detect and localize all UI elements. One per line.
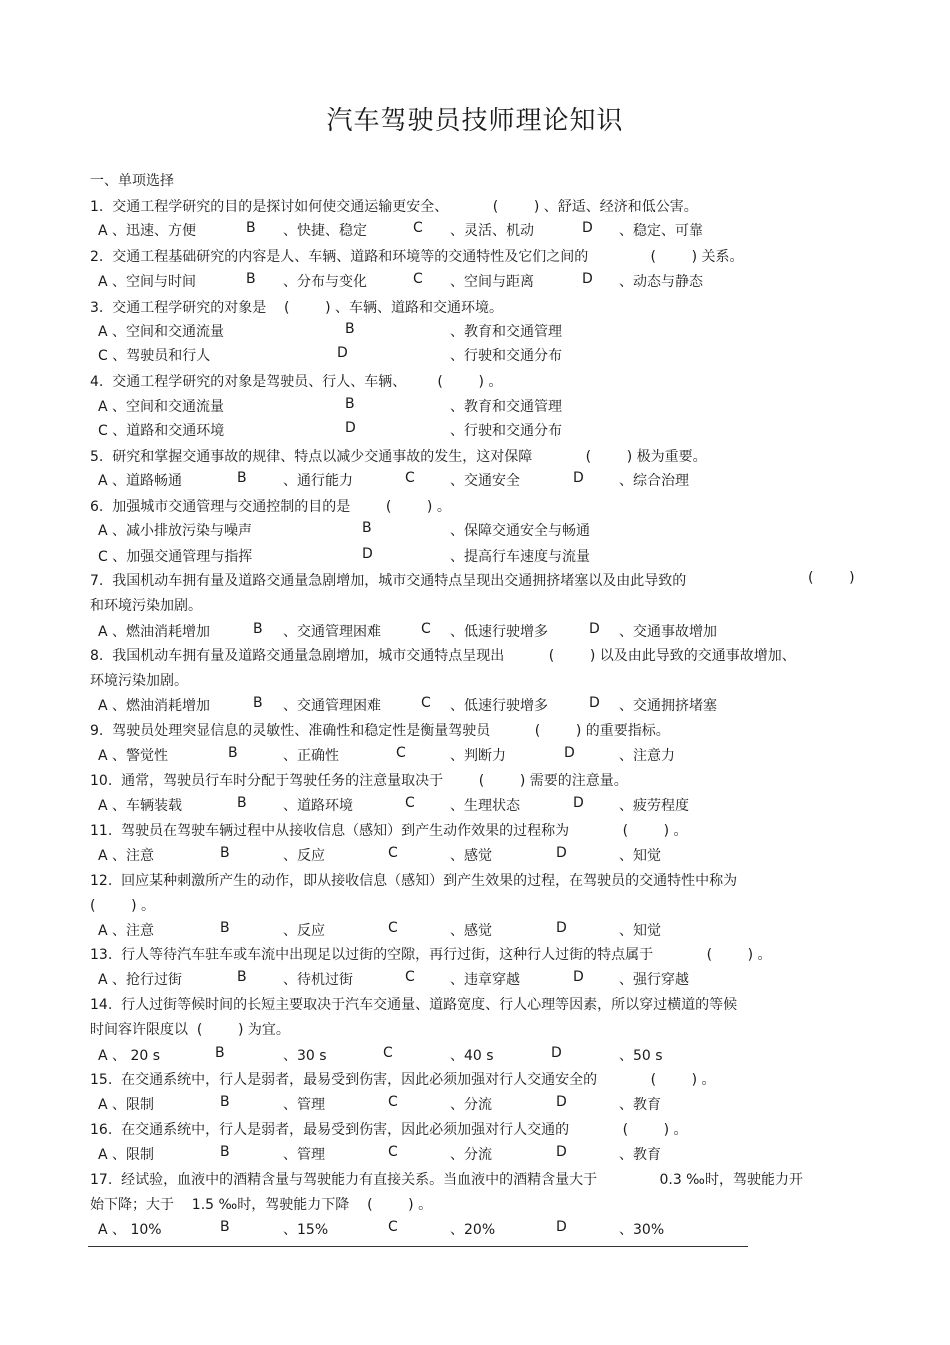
q10-option-d: 、疲劳程度 [619, 798, 689, 814]
q6-option-d: 、提高行车速度与流量 [450, 549, 590, 565]
q12-option-b: 、反应 [283, 923, 325, 939]
q7-option-b: 、交通管理困难 [283, 624, 381, 640]
q16-option-b-letter: B [220, 1144, 230, 1160]
q1-option-b-letter: B [246, 220, 256, 236]
page-title: 汽车驾驶员技师理论知识 [326, 106, 624, 136]
q4-option-d-letter: D [345, 420, 356, 436]
question-7-line-2: 和环境污染加剧。 [90, 598, 202, 614]
q9-option-c-letter: C [396, 745, 406, 761]
q6-option-b-letter: B [362, 520, 372, 536]
q11-option-d: 、知觉 [619, 848, 661, 864]
q17-option-c: 、20% [450, 1222, 496, 1238]
q16-option-c-letter: C [388, 1144, 398, 1160]
q1-option-d: 、稳定、可靠 [619, 223, 703, 239]
q1-option-c: 、灵活、机动 [450, 223, 534, 239]
q14-option-b: 、30 s [283, 1048, 327, 1064]
section-heading: 一、单项选择 [90, 173, 174, 189]
q17-option-b: 、15% [283, 1222, 329, 1238]
question-14-line-2: 时间容许限度以 ( ) 为宜。 [90, 1022, 290, 1038]
q1-option-c-letter: C [413, 220, 423, 236]
q9-option-d-letter: D [564, 745, 575, 761]
q14-option-a: A 、 20 s [98, 1048, 161, 1064]
q13-option-a: A 、抢行过街 [98, 972, 183, 988]
question-6: 6. 加强城市交通管理与交通控制的目的是 ( ) 。 [90, 499, 451, 515]
q7-option-d: 、交通事故增加 [619, 624, 717, 640]
q14-option-d: 、50 s [619, 1048, 663, 1064]
question-2: 2. 交通工程基础研究的内容是人、车辆、道路和环境等的交通特性及它们之间的 ( ) 关系。 [90, 249, 744, 265]
q6-option-a: A 、减小排放污染与噪声 [98, 523, 253, 539]
q3-option-a: A 、空间和交通流量 [98, 324, 225, 340]
q17-option-a: A 、 10% [98, 1222, 162, 1238]
q15-option-d-letter: D [556, 1094, 567, 1110]
q10-option-b-letter: B [237, 795, 247, 811]
q1-option-a: A 、迅速、方便 [98, 223, 197, 239]
q17-option-b-letter: B [220, 1219, 230, 1235]
q16-option-d-letter: D [556, 1144, 567, 1160]
q13-option-c-letter: C [405, 969, 415, 985]
question-7: 7. 我国机动车拥有量及道路交通量急剧增加，城市交通特点呈现出交通拥挤堵塞以及由此导致的 [90, 573, 687, 589]
q16-option-d: 、教育 [619, 1147, 661, 1163]
q15-option-c: 、分流 [450, 1097, 492, 1113]
question-8-line-2: 环境污染加剧。 [90, 673, 188, 689]
q11-option-c: 、感觉 [450, 848, 492, 864]
q3-option-d: 、行驶和交通分布 [450, 348, 562, 364]
question-8: 8. 我国机动车拥有量及道路交通量急剧增加，城市交通特点呈现出 ( ) 以及由此导致的交通事故增加、 [90, 648, 796, 664]
q10-option-d-letter: D [573, 795, 584, 811]
question-17-line-2: 始下降；大于 1.5 ‰时，驾驶能力下降 ( ) 。 [90, 1197, 433, 1213]
q9-option-a: A 、警觉性 [98, 748, 169, 764]
q8-option-c-letter: C [421, 695, 431, 711]
question-17: 17. 经试验，血液中的酒精含量与驾驶能力有直接关系。当血液中的酒精含量大于 0.3 ‰时，驾驶能力开 [90, 1172, 803, 1188]
q15-option-d: 、教育 [619, 1097, 661, 1113]
question-15: 15. 在交通系统中，行人是弱者，最易受到伤害，因此必须加强对行人交通安全的 ( ) 。 [90, 1072, 716, 1088]
q8-option-b: 、交通管理困难 [283, 698, 381, 714]
q7-option-d-letter: D [589, 621, 600, 637]
q4-option-b-letter: B [345, 396, 355, 412]
q11-option-a: A 、注意 [98, 848, 155, 864]
q6-option-c: C 、加强交通管理与指挥 [98, 549, 253, 565]
q13-option-c: 、违章穿越 [450, 972, 520, 988]
q7-option-b-letter: B [253, 621, 263, 637]
q2-option-d-letter: D [582, 271, 593, 287]
q9-option-b-letter: B [228, 745, 238, 761]
q17-option-c-letter: C [388, 1219, 398, 1235]
question-16: 16. 在交通系统中，行人是弱者，最易受到伤害，因此必须加强对行人交通的 ( ) 。 [90, 1122, 688, 1138]
question-10: 10. 通常，驾驶员行车时分配于驾驶任务的注意量取决于 ( ) 需要的注意量。 [90, 773, 628, 789]
q4-option-d: 、行驶和交通分布 [450, 423, 562, 439]
q7-option-c: 、低速行驶增多 [450, 624, 548, 640]
q11-option-b-letter: B [220, 845, 230, 861]
q5-option-c: 、交通安全 [450, 473, 520, 489]
q2-option-c: 、空间与距离 [450, 274, 534, 290]
q11-option-c-letter: C [388, 845, 398, 861]
q3-option-b: 、教育和交通管理 [450, 324, 562, 340]
q5-option-d: 、综合治理 [619, 473, 689, 489]
q5-option-d-letter: D [573, 470, 584, 486]
q14-option-b-letter: B [215, 1045, 225, 1061]
question-7-blank: ( ) [808, 570, 855, 586]
q2-option-c-letter: C [413, 271, 423, 287]
q1-option-b: 、快捷、稳定 [283, 223, 367, 239]
q16-option-b: 、管理 [283, 1147, 325, 1163]
q15-option-c-letter: C [388, 1094, 398, 1110]
q12-option-b-letter: B [220, 920, 230, 936]
question-12-line-2: ( ) 。 [90, 898, 155, 914]
q4-option-c: C 、道路和交通环境 [98, 423, 225, 439]
q11-option-d-letter: D [556, 845, 567, 861]
q12-option-a: A 、注意 [98, 923, 155, 939]
q12-option-c-letter: C [388, 920, 398, 936]
q6-option-d-letter: D [362, 546, 373, 562]
q8-option-d-letter: D [589, 695, 600, 711]
q17-option-d-letter: D [556, 1219, 567, 1235]
q13-option-d-letter: D [573, 969, 584, 985]
question-11: 11. 驾驶员在驾驶车辆过程中从接收信息（感知）到产生动作效果的过程称为 ( ) 。 [90, 823, 688, 839]
q3-option-c: C 、驾驶员和行人 [98, 348, 211, 364]
q12-option-c: 、感觉 [450, 923, 492, 939]
q5-option-b-letter: B [237, 470, 247, 486]
q14-option-c-letter: C [383, 1045, 393, 1061]
q16-option-a: A 、限制 [98, 1147, 155, 1163]
q13-option-d: 、强行穿越 [619, 972, 689, 988]
q2-option-a: A 、空间与时间 [98, 274, 197, 290]
q15-option-a: A 、限制 [98, 1097, 155, 1113]
question-14: 14. 行人过街等候时间的长短主要取决于汽车交通量、道路宽度、行人心理等因素，所以穿过横道的等候 [90, 997, 738, 1013]
q10-option-b: 、道路环境 [283, 798, 353, 814]
q10-option-c: 、生理状态 [450, 798, 520, 814]
q2-option-d: 、动态与静态 [619, 274, 703, 290]
q16-option-c: 、分流 [450, 1147, 492, 1163]
question-1: 1. 交通工程学研究的目的是探讨如何使交通运输更安全、 ( ) 、舒适、经济和低公害。 [90, 199, 698, 215]
q10-option-c-letter: C [405, 795, 415, 811]
q10-option-a: A 、车辆装载 [98, 798, 183, 814]
q13-option-b: 、待机过街 [283, 972, 353, 988]
q9-option-d: 、注意力 [619, 748, 675, 764]
q12-option-d-letter: D [556, 920, 567, 936]
q8-option-d: 、交通拥挤堵塞 [619, 698, 717, 714]
q14-option-c: 、40 s [450, 1048, 494, 1064]
q4-option-b: 、教育和交通管理 [450, 399, 562, 415]
q5-option-b: 、通行能力 [283, 473, 353, 489]
question-9: 9. 驾驶员处理突显信息的灵敏性、准确性和稳定性是衡量驾驶员 ( ) 的重要指标。 [90, 723, 670, 739]
q7-option-a: A 、燃油消耗增加 [98, 624, 211, 640]
q7-option-c-letter: C [421, 621, 431, 637]
question-12: 12. 回应某种刺激所产生的动作，即从接收信息（感知）到产生效果的过程，在驾驶员的交通特性中称为 [90, 873, 738, 889]
q5-option-a: A 、道路畅通 [98, 473, 183, 489]
q8-option-b-letter: B [253, 695, 263, 711]
q15-option-b-letter: B [220, 1094, 230, 1110]
q15-option-b: 、管理 [283, 1097, 325, 1113]
q11-option-b: 、反应 [283, 848, 325, 864]
q5-option-c-letter: C [405, 470, 415, 486]
q2-option-b-letter: B [246, 271, 256, 287]
q1-option-d-letter: D [582, 220, 593, 236]
q9-option-b: 、正确性 [283, 748, 339, 764]
q8-option-a: A 、燃油消耗增加 [98, 698, 211, 714]
q12-option-d: 、知觉 [619, 923, 661, 939]
q9-option-c: 、判断力 [450, 748, 506, 764]
question-3: 3. 交通工程学研究的对象是 ( ) 、车辆、道路和交通环境。 [90, 300, 504, 316]
question-13: 13. 行人等待汽车驻车或车流中出现足以过街的空隙，再行过街，这种行人过街的特点属于 ( ) 。 [90, 947, 772, 963]
q17-option-d: 、30% [619, 1222, 665, 1238]
bottom-divider [88, 1246, 748, 1247]
q14-option-d-letter: D [551, 1045, 562, 1061]
q3-option-b-letter: B [345, 321, 355, 337]
question-4: 4. 交通工程学研究的对象是驾驶员、行人、车辆、 ( ) 。 [90, 374, 503, 390]
q3-option-d-letter: D [337, 345, 348, 361]
q6-option-b: 、保障交通安全与畅通 [450, 523, 590, 539]
q8-option-c: 、低速行驶增多 [450, 698, 548, 714]
question-5: 5. 研究和掌握交通事故的规律、特点以减少交通事故的发生，这对保障 ( ) 极为重要。 [90, 449, 707, 465]
q13-option-b-letter: B [237, 969, 247, 985]
q4-option-a: A 、空间和交通流量 [98, 399, 225, 415]
q2-option-b: 、分布与变化 [283, 274, 367, 290]
